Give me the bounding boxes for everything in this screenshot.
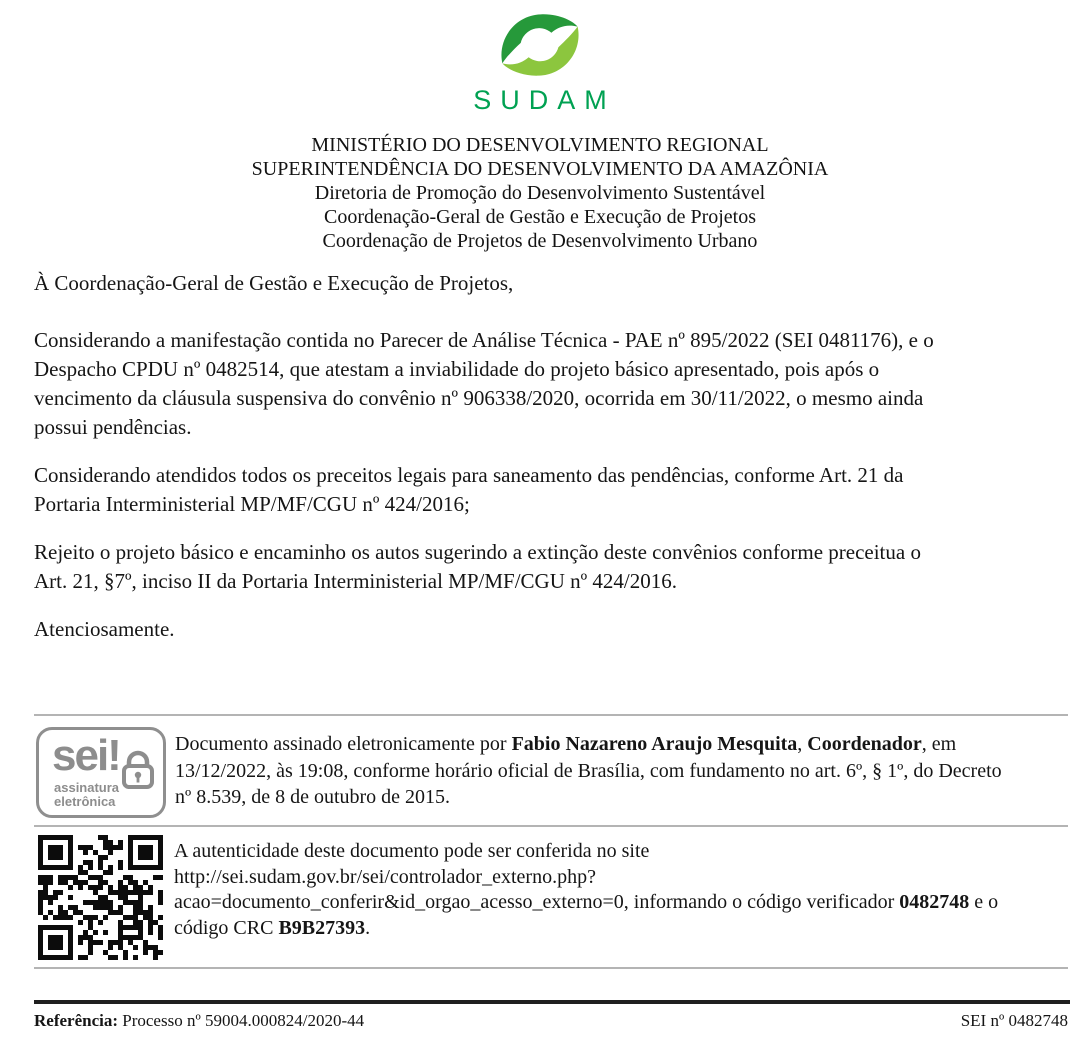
padlock-icon: [122, 750, 154, 790]
org-header: [0, 133, 1080, 253]
letterhead: [0, 10, 1080, 253]
sudam-logo-text: SUDAM: [473, 85, 616, 115]
separator-line-bottom: [34, 967, 1068, 969]
footer-reference-label: Referência:: [34, 1011, 119, 1030]
document-body: [34, 269, 1074, 644]
footer-reference: [34, 1010, 364, 1032]
signature-statement: Documento assinado eletronicamente por Fabio Nazareno Araujo Mesquita, Coordenador, em 13/12/2022, às 19:08, conforme horário oficial de Brasília, com fundamento no art. 6º, § 1º, do Decreto nº 8.539, de 8 de outubro de 2015.: [175, 733, 1002, 808]
footer-sei-number: SEI nº 0482748: [960, 1011, 1068, 1030]
separator-line-middle: [34, 825, 1068, 827]
paragraph-2: Considerando atendidos todos os preceitos legais para saneamento das pendências, conforme Art. 21 da Portaria Interministerial MP/MF/CGU nº 424/2016;: [34, 463, 904, 516]
org-line-ministry: MINISTÉRIO DO DESENVOLVIMENTO REGIONAL: [311, 134, 769, 156]
sei-badge-caption: assinatura eletrônica: [54, 780, 120, 809]
org-line-general-coordination: Coordenação-Geral de Gestão e Execução de Projetos: [323, 206, 757, 228]
org-line-superintendence: SUPERINTENDÊNCIA DO DESENVOLVIMENTO DA AMAZÔNIA: [251, 158, 829, 180]
footer-reference-value: Processo nº 59004.000824/2020-44: [118, 1011, 365, 1030]
sei-signature-badge: [36, 727, 166, 818]
separator-line-top: [34, 714, 1068, 716]
paragraph-1: Considerando a manifestação contida no Parecer de Análise Técnica - PAE nº 895/2022 (SEI 0481176), e o Despacho CPDU nº 0482514, que atestam a inviabilidade do projeto básico apresentado, pois após o vencimento da cláusula suspensiva do convênio nº 906338/2020, ocorrida em 30/11/2022, o mesmo ainda possui pendências.: [34, 328, 934, 439]
authenticity-statement: A autenticidade deste documento pode ser conferida no site http://sei.sudam.gov.br/sei/controlador_externo.php? acao=documento_conferir&id_orgao_acesso_externo=0, informando o código verificador 0482748 e o código CRC B9B27393.: [174, 840, 999, 939]
org-line-coordination: Coordenação de Projetos de Desenvolvimento Urbano: [322, 230, 758, 252]
sei-brand-text: sei!: [52, 731, 120, 780]
footer: [34, 1010, 1068, 1032]
footer-thick-rule: [34, 1000, 1070, 1004]
org-line-directorate: Diretoria de Promoção do Desenvolvimento Sustentável: [314, 182, 766, 204]
qr-code: [38, 835, 163, 960]
paragraph-3: Rejeito o projeto básico e encaminho os autos sugerindo a extinção deste convênios conforme preceitua o Art. 21, §7º, inciso II da Portaria Interministerial MP/MF/CGU nº 424/2016.: [34, 540, 921, 593]
closing: Atenciosamente.: [34, 617, 175, 641]
salutation: À Coordenação-Geral de Gestão e Execução de Projetos,: [34, 271, 514, 295]
sudam-leaf-logo-icon: [496, 10, 584, 80]
